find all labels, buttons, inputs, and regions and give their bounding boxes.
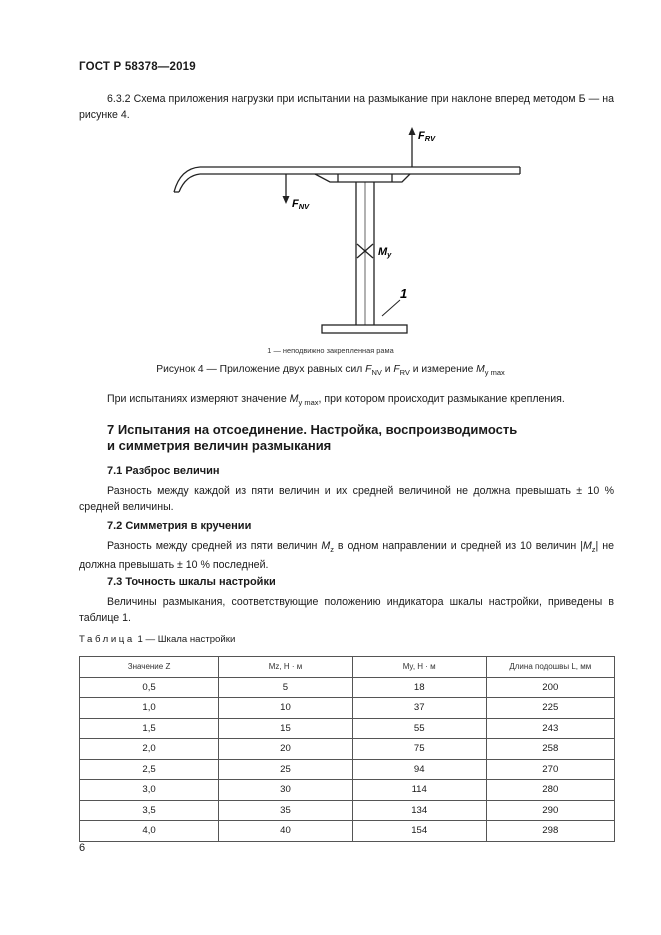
table-cell: 40: [219, 821, 353, 842]
table-cell: 225: [486, 698, 614, 719]
section-7-2-title: 7.2 Симметрия в кручении: [107, 520, 252, 532]
settings-scale-table: [79, 656, 615, 842]
section-7-3-text: Величины размыкания, соответствующие положению индикатора шкалы настройки, приведены в таблице 1.: [79, 596, 614, 624]
table-cell: 134: [352, 800, 486, 821]
svg-text:My: [378, 246, 392, 259]
svg-text:FRV: [418, 130, 436, 143]
document-header: ГОСТ Р 58378—2019: [79, 61, 196, 73]
table-cell: 20: [219, 739, 353, 760]
section-7-title: [107, 422, 517, 454]
table-caption-rest: 1 — Шкала настройки: [134, 634, 236, 645]
my-label: M: [378, 246, 388, 258]
caption-text-1: Рисунок 4 — Приложение двух равных сил: [156, 364, 366, 375]
measure-post: , при котором происходит размыкание крепления.: [318, 393, 565, 405]
caption-f2: F: [393, 364, 400, 375]
fnv-label-sub: NV: [298, 202, 310, 211]
table-cell: 3,5: [80, 800, 219, 821]
table-row: [80, 739, 615, 760]
table-header-cell: Значение Z: [80, 657, 219, 678]
table-cell: 25: [219, 759, 353, 780]
table-row: [80, 780, 615, 801]
measure-pre: При испытаниях измеряют значение: [107, 393, 290, 405]
table-cell: 258: [486, 739, 614, 760]
caption-text-2: и измерение: [409, 364, 477, 375]
table-cell: 4,0: [80, 821, 219, 842]
section-7-1-text: Разность между каждой из пяти величин и их средней величиной не должна превышать ± 10 % средней величины.: [79, 485, 614, 513]
table-row: [80, 718, 615, 739]
page-number: 6: [79, 842, 86, 854]
measure-paragraph: [79, 392, 614, 411]
caption-sub-ymax: y max: [484, 368, 505, 378]
svg-text:FNV: [292, 198, 310, 211]
table-header-cell: Длина подошвы L, мм: [486, 657, 614, 678]
table-row: [80, 800, 615, 821]
section-7-3-title: 7.3 Точность шкалы настройки: [107, 576, 276, 588]
s72-mid: в одном направлении и средней из 10 величин |: [333, 540, 583, 552]
table-cell: 3,0: [80, 780, 219, 801]
caption-m: M: [476, 364, 485, 375]
table-cell: 37: [352, 698, 486, 719]
section-7-1-title: 7.1 Разброс величин: [107, 465, 220, 477]
table-row: [80, 821, 615, 842]
table-cell: 290: [486, 800, 614, 821]
table-cell: 1,5: [80, 718, 219, 739]
frv-label: F: [418, 130, 425, 142]
s72-sub2: z: [591, 545, 596, 555]
table-cell: 30: [219, 780, 353, 801]
s72-m1: M: [321, 540, 331, 552]
table-row: [80, 759, 615, 780]
table-cell: 200: [486, 677, 614, 698]
table-cell: 75: [352, 739, 486, 760]
caption-and: и: [381, 364, 394, 375]
table-cell: 154: [352, 821, 486, 842]
table-cell: 243: [486, 718, 614, 739]
s72-sub1: z: [330, 545, 334, 555]
table-caption-word: Таблица: [79, 634, 135, 645]
table-cell: 15: [219, 718, 353, 739]
table-header-cell: My, Н · м: [352, 657, 486, 678]
table-cell: 94: [352, 759, 486, 780]
table-cell: 298: [486, 821, 614, 842]
caption-sub-nv: NV: [371, 368, 382, 378]
table-cell: 114: [352, 780, 486, 801]
table-header-row: [80, 657, 615, 678]
table-cell: 10: [219, 698, 353, 719]
caption-f1: F: [365, 364, 372, 375]
my-label-sub: y: [387, 250, 392, 259]
table-cell: 1,0: [80, 698, 219, 719]
s72-post: | не должна превышать ± 10 % последней.: [79, 540, 614, 571]
figure-legend: 1 — неподвижно закрепленная рама: [267, 346, 394, 355]
table-cell: 5: [219, 677, 353, 698]
table-row: [80, 677, 615, 698]
fnv-label: F: [292, 198, 299, 210]
table-cell: 18: [352, 677, 486, 698]
table-caption: [79, 634, 235, 645]
figure-4-diagram: [160, 122, 540, 338]
callout-number: 1: [400, 286, 408, 301]
caption-sub-rv: RV: [399, 368, 410, 378]
s72-m2: M: [582, 540, 592, 552]
section-7-2-text: [79, 539, 614, 573]
frv-label-sub: RV: [424, 134, 436, 143]
table-cell: 280: [486, 780, 614, 801]
section-7-title-line-1: 7 Испытания на отсоединение. Настройка, воспроизводимость: [107, 422, 518, 437]
table-cell: 270: [486, 759, 614, 780]
intro-paragraph: 6.3.2 Схема приложения нагрузки при испытании на размыкание при наклоне вперед методом Б — на рисунке 4.: [79, 93, 614, 121]
table-header-cell: Mz, Н · м: [219, 657, 353, 678]
figure-caption: [0, 364, 661, 377]
section-7-title-line-2: и симметрия величин размыкания: [107, 438, 332, 453]
measure-m: M: [289, 393, 299, 405]
table-cell: 55: [352, 718, 486, 739]
s72-pre: Разность между средней из пяти величин: [107, 540, 322, 552]
table-row: [80, 698, 615, 719]
table-cell: 2,0: [80, 739, 219, 760]
table-cell: 2,5: [80, 759, 219, 780]
measure-sub: y max: [298, 398, 319, 408]
table-cell: 35: [219, 800, 353, 821]
table-cell: 0,5: [80, 677, 219, 698]
